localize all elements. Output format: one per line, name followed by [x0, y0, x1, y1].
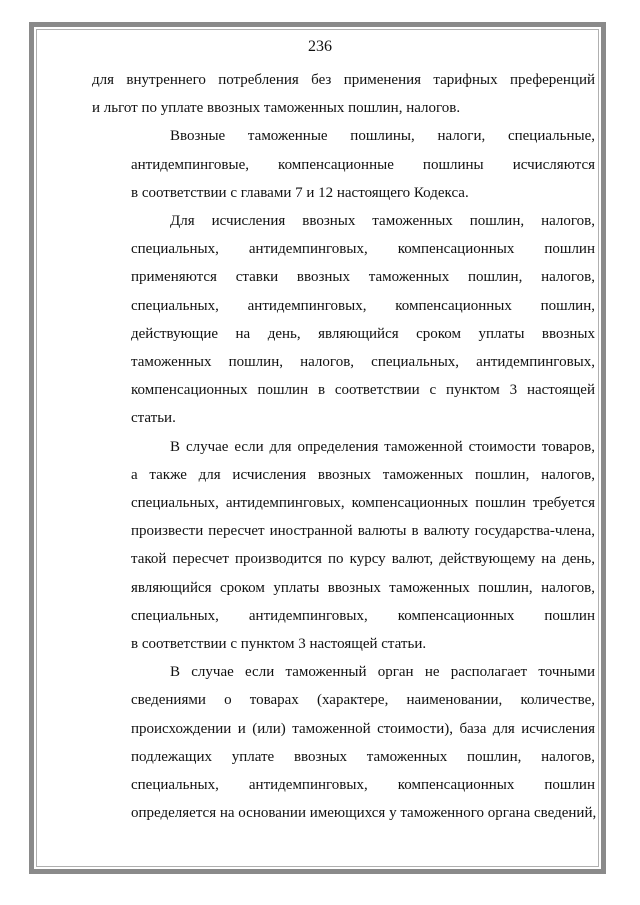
text-line: специальных, антидемпинговых, компенсационных пошлин	[131, 607, 595, 624]
text-line: произвести пересчет иностранной валюты в валюту государства-члена,	[131, 523, 595, 540]
text-line: такой пересчет производится по курсу валют, действующему на день,	[131, 551, 595, 568]
text-line: компенсационных пошлин в соответствии с пунктом 3 настоящей	[131, 382, 595, 399]
paragraph	[92, 433, 595, 659]
text-line: применяются ставки ввозных таможенных пошлин, налогов,	[131, 269, 595, 286]
text-line: и льгот по уплате ввозных таможенных пошлин, налогов.	[92, 100, 461, 117]
text-line: для внутреннего потребления без применения тарифных преференций	[92, 72, 595, 88]
paragraph	[92, 658, 595, 827]
text-line: специальных, антидемпинговых, компенсационных пошлин,	[131, 297, 595, 314]
document-body	[92, 66, 595, 827]
text-line: Ввозные таможенные пошлины, налоги, специальные,	[170, 128, 595, 145]
text-line: подлежащих уплате ввозных таможенных пошлин, налогов,	[131, 748, 595, 765]
text-line: Для исчисления ввозных таможенных пошлин, налогов,	[170, 213, 595, 230]
paragraph	[92, 122, 595, 207]
text-line: определяется на основании имеющихся у таможенного органа сведений,	[131, 805, 597, 822]
text-line: действующие на день, являющийся сроком уплаты ввозных	[131, 325, 595, 342]
text-line: происхождении и (или) таможенной стоимости), база для исчисления	[131, 720, 595, 737]
text-line: В случае если для определения таможенной стоимости товаров,	[170, 438, 595, 455]
text-line: таможенных пошлин, налогов, специальных, антидемпинговых,	[131, 354, 595, 371]
text-line: В случае если таможенный орган не располагает точными	[170, 664, 595, 681]
text-line: антидемпинговые, компенсационные пошлины исчисляются	[131, 156, 595, 173]
text-line: являющийся сроком уплаты ввозных таможенных пошлин, налогов,	[131, 579, 595, 596]
text-line: а также для исчисления ввозных таможенных пошлин, налогов,	[131, 466, 595, 483]
text-line: в соответствии с главами 7 и 12 настоящего Кодекса.	[131, 184, 469, 201]
paragraph	[92, 207, 595, 433]
text-line: в соответствии с пунктом 3 настоящей статьи.	[131, 636, 427, 653]
text-line: специальных, антидемпинговых, компенсационных пошлин	[131, 241, 595, 258]
text-line: статьи.	[131, 410, 176, 427]
text-line: сведениями о товарах (характере, наименовании, количестве,	[131, 692, 595, 709]
page-number: 236	[308, 38, 332, 55]
text-line: специальных, антидемпинговых, компенсационных пошлин требуется	[131, 495, 595, 512]
text-line: специальных, антидемпинговых, компенсационных пошлин	[131, 777, 595, 794]
paragraph	[92, 66, 595, 122]
